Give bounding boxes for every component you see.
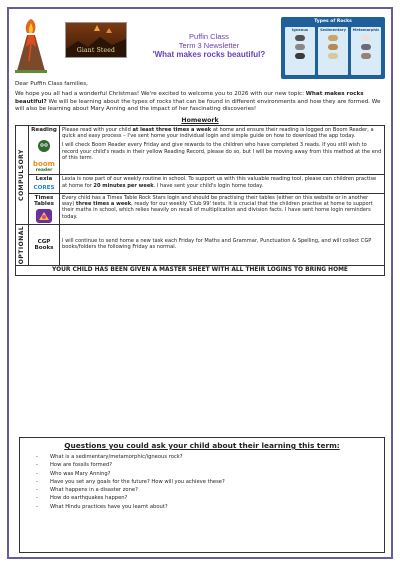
list-item: - How are fossils formed? (36, 461, 384, 469)
compulsory-category: COMPULSORY (16, 125, 29, 225)
volcano-icon (15, 17, 47, 73)
list-item: - What is a sedimentary/metamorphic/igneous rock? (36, 453, 384, 461)
table-row (16, 225, 385, 266)
master-sheet-banner: YOUR CHILD HAS BEEN GIVEN A MASTER SHEET WITH ALL THEIR LOGINS TO BRING HOME (16, 266, 385, 276)
list-item: - What Hindu practices have you learnt about? (36, 503, 384, 511)
metamorphic-column: Metamorphic (351, 27, 381, 75)
table-row (16, 193, 385, 225)
crystal-photo (65, 22, 127, 58)
table-row (16, 266, 385, 276)
times-tables-subject: Times Tables (29, 193, 60, 225)
rock-chart-title: Types of Rocks (314, 19, 352, 24)
optional-category: OPTIONAL (16, 225, 29, 266)
lexia-description: Lexia is now part of our weekly routine in school. To support us with this valuable reading tool, please can children practise at home for 20 minutes per week. I have sent your child's login home today. (60, 175, 385, 194)
newsletter-page (7, 7, 393, 559)
list-item: - What happens in a disaster zone? (36, 486, 384, 494)
cgp-books-description: I will continue to send home a new task each Friday for Maths and Grammar, Punctuation & Spelling, and will collect CGP books/folders the following Friday as normal. (60, 225, 385, 266)
rock-types-chart (281, 17, 385, 79)
cgp-books-subject: CGP Books (29, 225, 60, 266)
homework-heading: Homework (181, 116, 219, 124)
boom-reader-logo: boom reader (33, 137, 55, 173)
list-item: - Who was Mary Anning? (36, 470, 384, 478)
lexia-cores-logo: CORES (33, 184, 55, 191)
questions-list (20, 453, 384, 511)
greeting: Dear Puffin Class families, (15, 81, 88, 87)
newsletter-title (129, 32, 289, 60)
list-item: - How do earthquakes happen? (36, 494, 384, 502)
reading-description: Please read with your child at least three times a week at home and ensure their reading is logged on Boom Reader, a quick and easy process – I've sent home your individual login and simple guide on how to download the app today. I will check Boom Reader every Friday and give rewards to the children who have completed 3 reads. If you still wish to record your child's reads in their yellow Reading Record, please do so, but I will be moving away from this method at the end of this term. (60, 125, 385, 175)
table-row (16, 175, 385, 194)
crystal-caption: Giant Steed (76, 47, 116, 54)
table-row (16, 125, 385, 175)
newsletter-term: Term 3 Newsletter (178, 41, 240, 50)
reading-subject: Reading boom reader (29, 125, 60, 175)
lexia-subject: Lexia CORES (29, 175, 60, 194)
igneous-column: Igneous (285, 27, 315, 75)
questions-heading: Questions you could ask your child about their learning this term: (64, 441, 340, 450)
intro-text (9, 81, 391, 114)
intro-paragraph: We hope you all had a wonderful Christmas! We're excited to welcome you to 2026 with our new topic: What makes rocks beautiful? We will be learning about the types of rocks that can be found in different environments and how they are formed. We will also be learning about Mary Anning and the impact of her fascinating discoveries! (15, 91, 381, 113)
times-tables-description: Every child has a Times Table Rock Stars login and should be practising their tables (either on this website or in another way) three times a week, ready for our weekly 'Club 99' tests. It is crucial that the children practise at home to support their maths in school, which relies heavily on recall of multiplication and division facts. I have sent home login reminders today. (60, 193, 385, 225)
sedimentary-column: Sedimentary (318, 27, 348, 75)
topic-question: 'What makes rocks beautiful? (152, 50, 266, 59)
newsletter-header (9, 9, 391, 81)
list-item: - Have you set any goals for the future? How will you achieve these? (36, 478, 384, 486)
class-name: Puffin Class (189, 32, 229, 41)
homework-table (15, 125, 385, 277)
questions-box (19, 437, 385, 553)
ttrockstars-icon (36, 209, 52, 223)
